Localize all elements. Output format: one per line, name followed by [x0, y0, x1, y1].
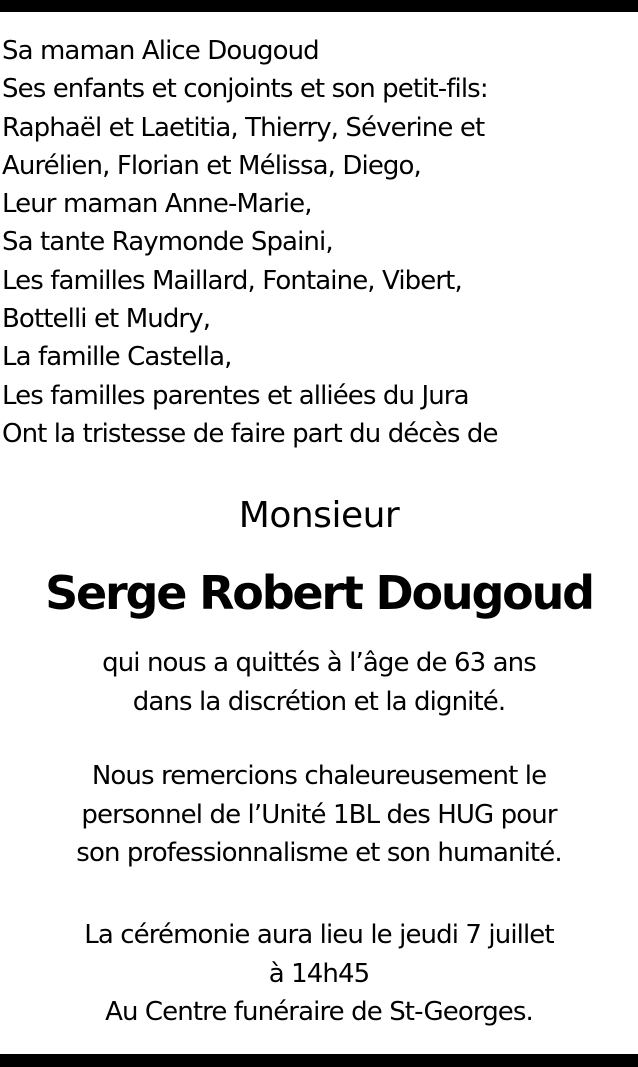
- paragraph-line: personnel de l’Unité 1BL des HUG pour: [81, 799, 557, 830]
- family-line: Aurélien, Florian et Mélissa, Diego,: [2, 150, 421, 181]
- deceased-name: Serge Robert Dougoud: [45, 566, 593, 620]
- ceremony-paragraph: [0, 916, 638, 1032]
- paragraph-line: dans la discrétion et la dignité.: [132, 686, 506, 717]
- paragraph-line: La cérémonie aura lieu le jeudi 7 juillet: [84, 920, 554, 950]
- paragraph-line: son professionnalisme et son humanité.: [76, 838, 562, 868]
- departure-paragraph: [0, 644, 638, 721]
- family-line: Sa maman Alice Dougoud: [2, 36, 319, 66]
- announcement-line: Ont la tristesse de faire part du décès de: [2, 418, 498, 449]
- family-line: Leur maman Anne-Marie,: [2, 189, 312, 220]
- family-line: Bottelli et Mudry,: [2, 304, 211, 335]
- paragraph-line: Nous remercions chaleureusement le: [91, 761, 547, 791]
- family-line: Raphaël et Laetitia, Thierry, Séverine et: [2, 112, 485, 143]
- family-line: Ses enfants et conjoints et son petit-fils:: [2, 74, 488, 105]
- bottom-border: [0, 1054, 638, 1067]
- family-line: Les familles Maillard, Fontaine, Vibert,: [2, 265, 462, 296]
- honorific: Monsieur: [238, 495, 400, 536]
- thanks-paragraph: [0, 757, 638, 873]
- family-line: Les familles parentes et alliées du Jura: [2, 380, 469, 411]
- paragraph-line: à 14h45: [268, 958, 370, 989]
- family-line: La famille Castella,: [2, 342, 232, 373]
- paragraph-line: qui nous a quittés à l’âge de 63 ans: [102, 648, 536, 678]
- paragraph-line: Au Centre funéraire de St-Georges.: [105, 997, 533, 1027]
- family-list: [2, 32, 638, 453]
- top-border: [0, 0, 638, 12]
- family-line: Sa tante Raymonde Spaini,: [2, 227, 333, 258]
